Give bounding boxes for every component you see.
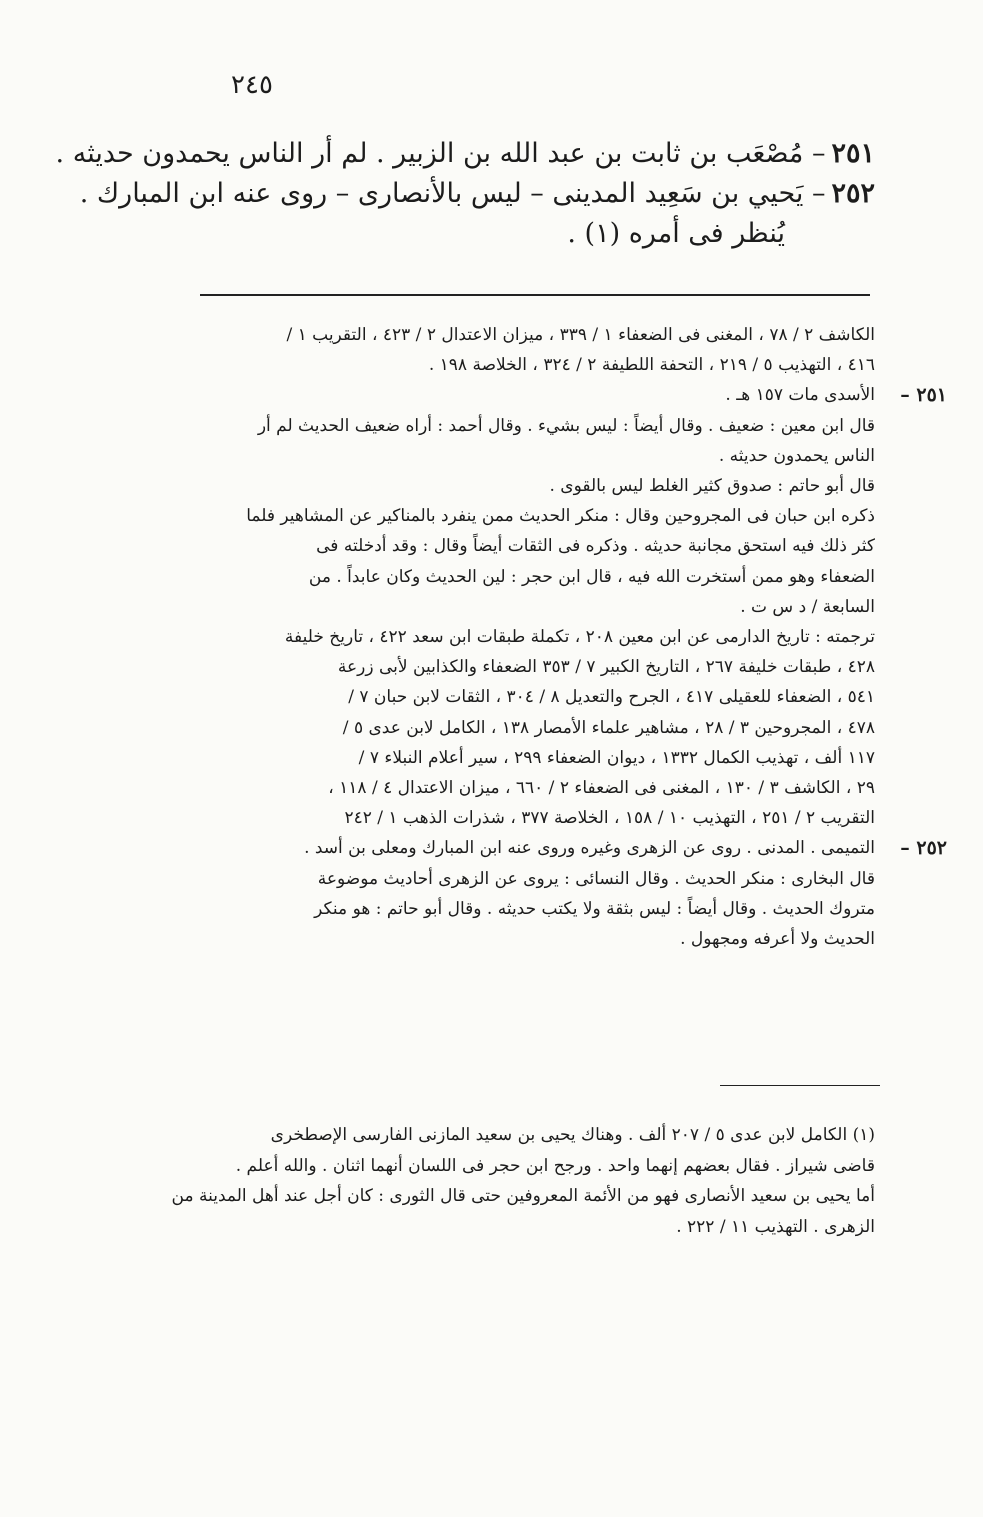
note-text: كثر ذلك فيه استحق مجانبة حديثه . وذكره فى الثقات أيضاً وقال : وقد أدخلته فى bbox=[316, 536, 875, 557]
note-line bbox=[177, 441, 875, 471]
note-number: ٢٥٢ – bbox=[900, 837, 947, 860]
footnote-line: قاضى شيراز . فقال بعضهم إنهما واحد . ورجح ابن حجر فى اللسان أنهما اثنان . والله أعلم . bbox=[235, 1155, 875, 1176]
note-text: الحديث ولا أعرفه ومجهول . bbox=[680, 929, 875, 950]
note-line bbox=[177, 864, 875, 894]
note-line bbox=[177, 743, 875, 773]
note-text: الناس يحمدون حديثه . bbox=[718, 445, 875, 466]
footnote-line: الزهرى . التهذيب ١١ / ٢٢٢ . bbox=[676, 1216, 875, 1237]
note-line bbox=[177, 803, 875, 833]
note-text: التقريب ٢ / ٢٥١ ، التهذيب ١٠ / ١٥٨ ، الخلاصة ٣٧٧ ، شذرات الذهب ١ / ٢٤٢ bbox=[344, 808, 875, 829]
top-divider bbox=[200, 294, 870, 296]
note-text: الكاشف ٢ / ٧٨ ، المغنى فى الضعفاء ١ / ٣٣٩ ، ميزان الاعتدال ٢ / ٤٢٣ ، التقريب ١ / bbox=[286, 325, 875, 345]
note-text: قال أبو حاتم : صدوق كثير الغلط ليس بالقوى . bbox=[549, 476, 875, 497]
note-line bbox=[177, 592, 875, 622]
note-text: ذكره ابن حبان فى المجروحين وقال : منكر الحديث ممن ينفرد بالمناكير عن المشاهير فلما bbox=[246, 506, 875, 527]
note-text: الأسدى مات ١٥٧ هـ . bbox=[725, 385, 875, 406]
notes-section bbox=[177, 320, 947, 954]
footnotes-section bbox=[171, 1120, 875, 1242]
note-line bbox=[177, 773, 875, 803]
note-line bbox=[177, 833, 947, 863]
note-text: ٤٢٨ ، طبقات خليفة ٢٦٧ ، التاريخ الكبير ٧ / ٣٥٣ الضعفاء والكذابين لأبى زرعة bbox=[337, 657, 875, 678]
note-text: ١١٧ ألف ، تهذيب الكمال ١٣٣٢ ، ديوان الضعفاء ٢٩٩ ، سير أعلام النبلاء ٧ / bbox=[358, 747, 875, 768]
page-number: ٢٤٥ bbox=[231, 70, 273, 100]
note-text: ترجمته : تاريخ الدارمى عن ابن معين ٢٠٨ ، تكملة طبقات ابن سعد ٤٢٢ ، تاريخ خليفة bbox=[284, 627, 875, 648]
footnote-divider bbox=[720, 1085, 880, 1086]
note-text: ٤٧٨ ، المجروحين ٣ / ٢٨ ، مشاهير علماء الأمصار ١٣٨ ، الكامل لابن عدى ٥ / bbox=[342, 717, 875, 738]
note-number: ٢٥١ – bbox=[900, 384, 947, 407]
note-text: السابعة / د س ت . bbox=[740, 596, 875, 617]
note-line bbox=[177, 380, 947, 410]
entry-line bbox=[169, 214, 875, 254]
note-line bbox=[177, 924, 875, 954]
note-text: ٢٩ ، الكاشف ٣ / ١٣٠ ، المغنى فى الضعفاء ٢ / ٦٦٠ ، ميزان الاعتدال ٤ / ١١٨ ، bbox=[328, 778, 875, 799]
note-line bbox=[177, 411, 875, 441]
note-text: قال ابن معين : ضعيف . وقال أيضاً : ليس بشيء . وقال أحمد : أراه ضعيف الحديث لم أر bbox=[257, 415, 875, 436]
note-line bbox=[177, 894, 875, 924]
note-line bbox=[177, 350, 875, 380]
note-text: ٥٤١ ، الضعفاء للعقيلى ٤١٧ ، الجرح والتعديل ٨ / ٣٠٤ ، الثقات لابن حبان ٧ / bbox=[348, 687, 875, 708]
note-line bbox=[177, 562, 875, 592]
entry-line bbox=[79, 174, 875, 214]
note-line bbox=[177, 531, 875, 561]
entry-text: – يَحيي بن سَعِيد المدينى – ليس بالأنصارى – روى عنه ابن المبارك . bbox=[79, 178, 826, 209]
main-text bbox=[55, 134, 875, 254]
note-line bbox=[177, 622, 875, 652]
note-line bbox=[177, 713, 875, 743]
note-text: الضعفاء وهو ممن أستخرت الله فيه ، قال ابن حجر : لين الحديث وكان عابداً . من bbox=[308, 566, 875, 587]
entry-number: ٢٥٢ bbox=[831, 178, 875, 209]
note-text: قال البخارى : منكر الحديث . وقال النسائى : يروى عن الزهرى أحاديث موضوعة bbox=[317, 868, 875, 889]
footnote-line: أما يحيى بن سعيد الأنصارى فهو من الأئمة المعروفين حتى قال الثورى : كان أجل عند أهل المدينة من bbox=[171, 1186, 875, 1206]
note-line bbox=[177, 471, 875, 501]
note-line bbox=[177, 682, 875, 712]
note-line bbox=[177, 501, 875, 531]
entry-number: ٢٥١ bbox=[831, 138, 875, 169]
entry-text: يُنظر فى أمره (١) . bbox=[567, 218, 785, 249]
note-line bbox=[177, 652, 875, 682]
entry-text: – مُصْعَب بن ثابت بن عبد الله بن الزبير . لم أر الناس يحمدون حديثه . bbox=[55, 138, 826, 169]
note-text: متروك الحديث . وقال أيضاً : ليس بثقة ولا يكتب حديثه . وقال أبو حاتم : هو منكر bbox=[314, 898, 875, 919]
entry-line bbox=[55, 134, 875, 174]
note-text: ٤١٦ ، التهذيب ٥ / ٢١٩ ، التحفة اللطيفة ٢ / ٣٢٤ ، الخلاصة ١٩٨ . bbox=[428, 355, 875, 376]
footnote-line: (١) الكامل لابن عدى ٥ / ٢٠٧ ألف . وهناك يحيى بن سعيد المازنى الفارسى الإصطخرى bbox=[270, 1125, 875, 1145]
note-text: التميمى . المدنى . روى عن الزهرى وغيره وروى عنه ابن المبارك ومعلى بن أسد . bbox=[304, 838, 875, 859]
note-line bbox=[177, 320, 875, 350]
